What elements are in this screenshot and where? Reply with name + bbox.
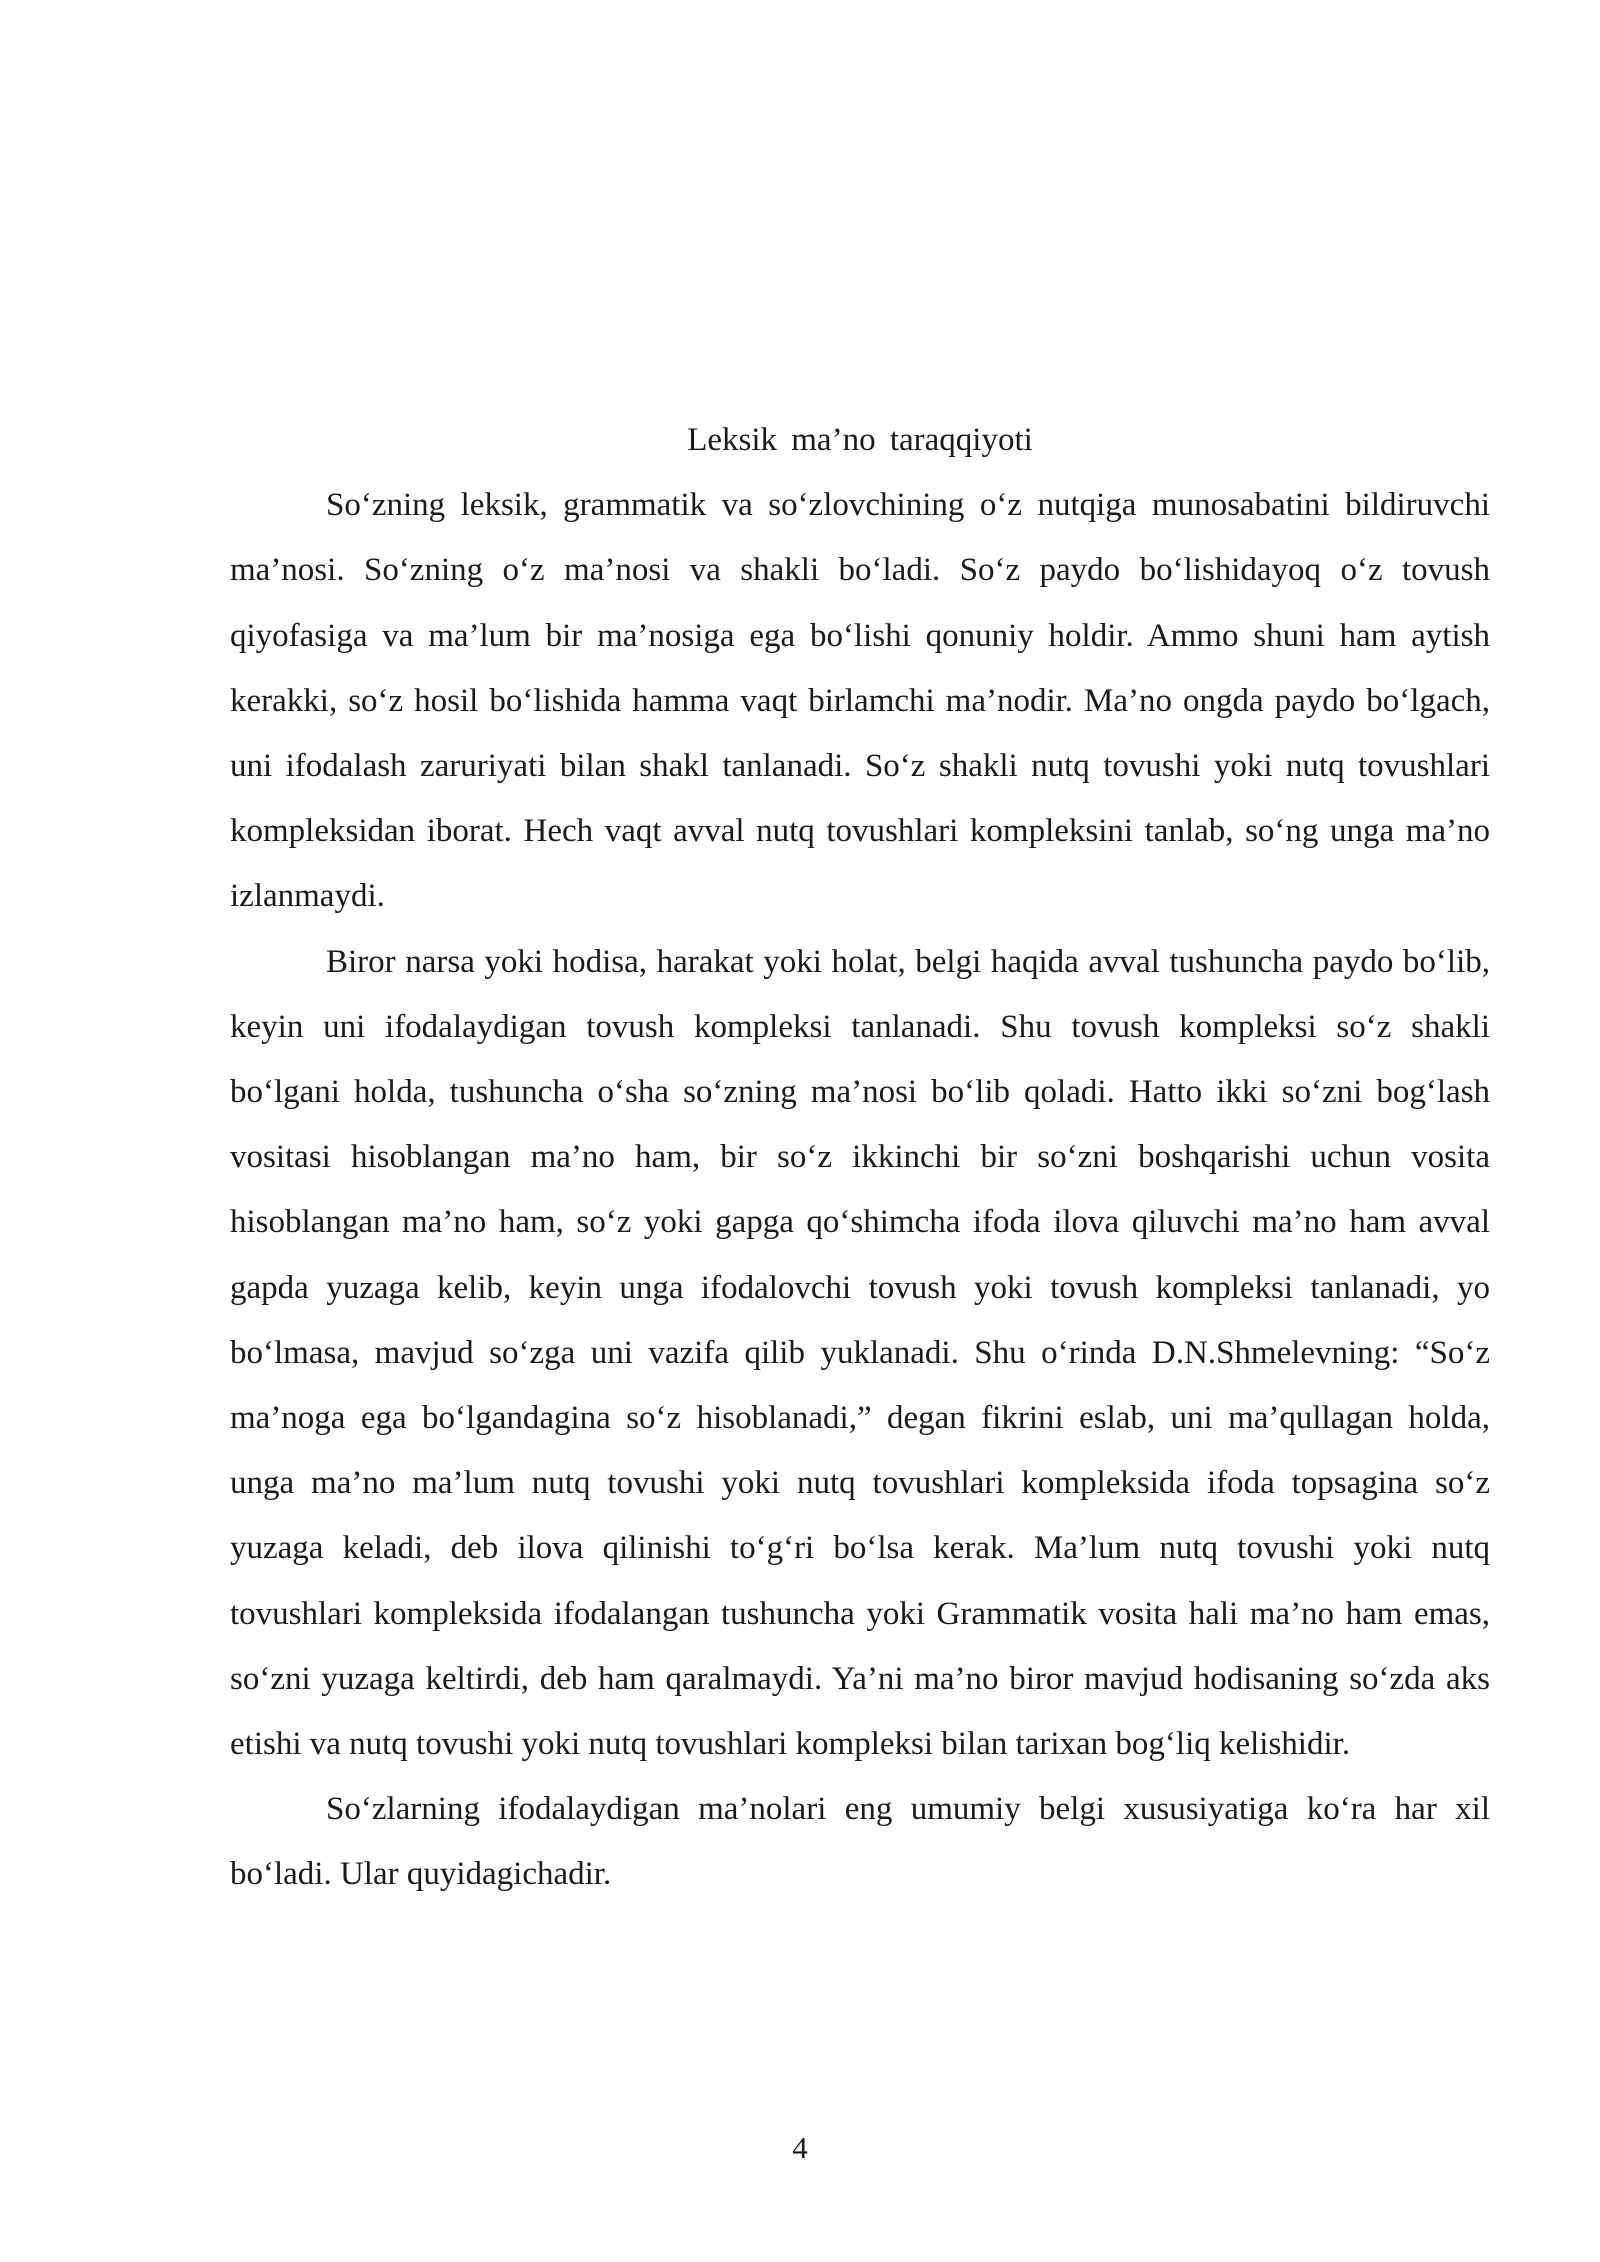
paragraph: So‘zning leksik, grammatik va so‘zlovchining o‘z nutqiga munosabatini bildiruvchi ma’nosi. So‘zning o‘z ma’nosi va shakli bo‘ladi. So‘z paydo bo‘lishidayoq o‘z tovush qiyofasiga va ma’lum bir ma’nosiga ega bo‘lishi qonuniy holdir. Ammo shuni ham aytish kerakki, so‘z hosil bo‘lishida hamma vaqt birlamchi ma’nodir. Ma’no ongda paydo bo‘lgach, uni ifodalash zaruriyati bilan shakl tanlanadi. So‘z shakli nutq tovushi yoki nutq tovushlari kompleksidan iborat. Hech vaqt avval nutq tovushlari kompleksini tanlab, so‘ng unga ma’no izlanmaydi. bbox=[230, 487, 1490, 915]
paragraph: So‘zlarning ifodalaydigan ma’nolari eng umumiy belgi xususiyatiga ko‘ra har xil bo‘ladi. Ular quyidagichadir. bbox=[230, 1791, 1490, 1893]
page-number: 4 bbox=[792, 2130, 808, 2165]
document-body bbox=[230, 408, 1490, 1908]
document-title: Leksik ma’no taraqqiyoti bbox=[687, 422, 1033, 458]
paragraph: Biror narsa yoki hodisa, harakat yoki holat, belgi haqida avval tushuncha paydo bo‘lib, keyin uni ifodalaydigan tovush kompleksi tanlanadi. Shu tovush kompleksi so‘z shakli bo‘lgani holda, tushuncha o‘sha so‘zning ma’nosi bo‘lib qoladi. Hatto ikki so‘zni bog‘lash vositasi hisoblangan ma’no ham, bir so‘z ikkinchi bir so‘zni boshqarishi uchun vosita hisoblangan ma’no ham, so‘z yoki gapga qo‘shimcha ifoda ilova qiluvchi ma’no ham avval gapda yuzaga kelib, keyin unga ifodalovchi tovush yoki tovush kompleksi tanlanadi, yo bo‘lmasa, mavjud so‘zga uni vazifa qilib yuklanadi. Shu o‘rinda D.N.Shmelevning: “So‘z ma’noga ega bo‘lgandagina so‘z hisoblanadi,” degan fikrini eslab, uni ma’qullagan holda, unga ma’no ma’lum nutq tovushi yoki nutq tovushlari kompleksida ifoda topsagina so‘z yuzaga keladi, deb ilova qilinishi to‘g‘ri bo‘lsa kerak. Ma’lum nutq tovushi yoki nutq tovushlari kompleksida ifodalangan tushuncha yoki Grammatik vosita hali ma’no ham emas, so‘zni yuzaga keltirdi, deb ham qaralmaydi. Ya’ni ma’no biror mavjud hodisaning so‘zda aks etishi va nutq tovushi yoki nutq tovushlari kompleksi bilan tarixan bog‘liq kelishidir. bbox=[230, 943, 1490, 1763]
